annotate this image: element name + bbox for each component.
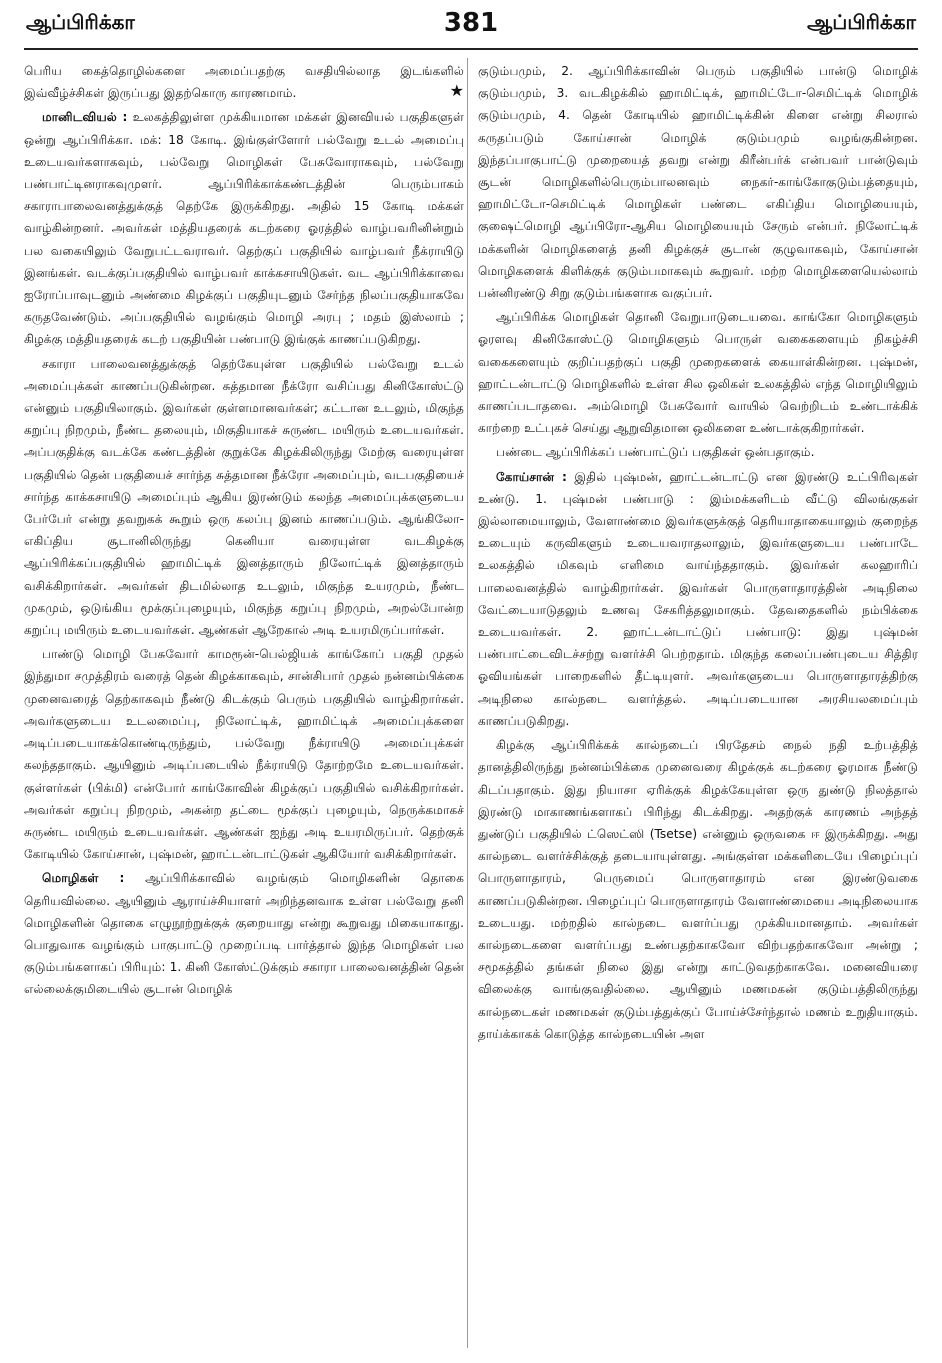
page-header — [0, 0, 942, 52]
paragraph — [24, 867, 464, 1000]
paragraph — [478, 466, 918, 732]
paragraph-text: பெரிய கைத்தொழில்களை அமைப்பதற்கு வசதியில்லாத இடங்களில் இவ்வீழ்ச்சிகள் இருப்பது இதற்கொரு காரணமாம். — [24, 64, 464, 101]
right-column — [478, 60, 918, 1350]
paragraph-text: இதில் புஷ்மன், ஹாட்டன்டாட்டு என இரண்டு உட்பிரிவுகள் உண்டு. 1. புஷ்மன் பண்பாடு : இம்மக்களிடம் வீட்டு விலங்குகள் இல்லாமையாலும், வேளாண்மை இவர்களுக்குத் தெரியாதாகையாலும் குறைந்த உடையும் கருவிகளும் உடையவராதலாலும், இவர்களுடைய பண்பாடே உலகத்தில் மிகவும் எளிமை வாய்ந்ததாகும். இவர்கள் கலஹாரிப் பாலைவனத்தில் வாழ்கிறார்கள். இவர்கள் பொருளாதாரத்தின் அடிநிலை வேட்டையாடுதலும் உணவு சேகரித்தலுமாகும். தேவதைகளில் நம்பிக்கை உடையவர்கள். 2. ஹாட்டன்டாட்டுப் பண்பாடு: இது புஷ்மன் பண்பாட்டைவிடச்சற்று வளர்ச்சி பெற்றதாம். மிகுந்த கலைப்பண்புடைய சித்திர ஓவியங்கள் பாறைகளில் தீட்டியுளர். அவர்களுடைய பொருளாதாரத்திற்கு அடிநிலை கால்நடை வளர்த்தல். அடிப்படையான அரசியலமைப்பும் காணப்படுகிறது. — [478, 469, 918, 728]
section-heading: கோய்சான் : — [496, 469, 567, 484]
paragraph: ஆப்பிரிக்க மொழிகள் தொனி வேறுபாடுடையவை. காங்கோ மொழிகளும் ஓரளவு கினிகோஸ்ட்டு மொழிகளும் பொருள் வகைகளையும் நிகழ்ச்சி வகைகளையும் குறிப்பதற்குப் பகுதி முறைகளைக் கையாள்கின்றன. புஷ்மன், ஹாட்டன்டாட்டு மொழிகளில் உள்ள சில ஒலிகள் உலகத்தில் எந்த மொழியிலும் காணப்படாதவை. அம்மொழி பேசுவோர் வாயில் வெற்றிடம் உண்டாக்கிக் காற்றை உட்புகச் செய்து ஆறுவிதமான ஒலிகளை உண்டாக்குகிறார்கள். — [478, 310, 918, 436]
paragraph-text: உலகத்திலுள்ள முக்கியமான மக்கள் இனவியல் பகுதிகளுள் ஒன்று ஆப்பிரிக்கா. மக்: 18 கோடி. இங்குள்ளோர் பல்வேறு உடல் அமைப்பு உடையவர்களாகவும், பல்வேறு மொழிகள் பேசுவோராகவும், பல்வேறு பண்பாட்டினராகவுமுளர். ஆப்பிரிக்காக்கண்டத்தின் பெரும்பாகம் சகாராபாலைவனத்துக்குத் தெற்கே இருக்கிறது. அதில் 15 கோடி மக்கள் வாழ்கின்றனர். அவர்கள் மத்தியதரைக் கடற்கரை ஓரத்தில் வாழ்பவரினின்றும் பல வகையிலும் வேறுபட்டவராவர். தெற்குப் பகுதியில் வாழ்பவர் நீக்ராயிடு இனங்கள். வடக்குப்பகுதியில் வாழ்பவர் காக்கசாயிடுகள். வட ஆப்பிரிக்காவை ஐரோப்பாவுடனும் அண்மை கிழக்குப் பகுதியுடனும் சேர்ந்த நிலப்பகுதியாகவே கருதவேண்டும். அப்பகுதியில் வழங்கும் மொழி அரபு ; மதம் இஸ்லாம் ; கிழக்கு மத்தியதரைக் கடற் பகுதியின் பண்பாடு இங்குக் காணப்படுகிறது. — [24, 110, 464, 347]
paragraph: குடும்பமும், 2. ஆப்பிரிக்காவின் பெரும் பகுதியில் பான்டு மொழிக் குடும்பமும், 3. வடகிழக்கில் ஹாமிட்டிக், ஹாமிட்டோ-செமிட்டிக் மொழிக் குடும்பமும், 4. தென் கோடியில் ஹாமிட்டிக்கின் கிளை என்று சிலரால் கருதப்படும் கோய்சான் மொழிக் குடும்பமும் வழங்குகின்றன. இந்தப்பாகுபாட்டு முறையைத் தவறு என்று கிரீன்பர்க் என்பவர் பான்டுவும் சூடன் மொழிகளில்பெரும்பாலனவும் நைகர்-காங்கோகுடும்பத்தையும், ஹாமிட்டோ-செமிட்டிக் மொழிகள் பண்டை எகிப்திய மொழியையும், குஷைட்மொழி ஆப்பிரோ-ஆசிய மொழியையும் சேரும் என்பர். நிலோட்டிக் மக்களின் மொழிகளைத் தனி கிழக்குச் சூடான் குழுவாகவும், கோய்சான் மொழிகளைக் கிளிக்குக் குடும்பமாகவும் கூறுவர். மற்ற மொழிகளையெல்லாம் பன்னிரண்டு சிறு குடும்பங்களாக வகுப்பர். — [478, 64, 918, 301]
left-column — [24, 60, 464, 1350]
paragraph — [24, 106, 464, 350]
page-number: 381 — [443, 8, 499, 38]
paragraph-text: ஆப்பிரிக்காவில் வழங்கும் மொழிகளின் தொகை தெரியவில்லை. ஆயினும் ஆராய்ச்சியாளர் அறிந்தனவாக உள்ள பல்வேறு தனி மொழிகளின் தொகை எழுநூற்றுக்குக் குறையாது என்று கூறுவது மிகையாகாது. பொதுவாக வழங்கும் பாகுபாட்டு முறைப்படி பார்த்தால் இந்த மொழிகள் பல குடும்பங்களாகப் பிரியும்: 1. கினி கோஸ்ட்டுக்கும் சகாரா பாலைவனத்தின் தென் எல்லைக்குமிடையில் சூடான் மொழிக் — [24, 871, 464, 997]
section-heading: மொழிகள் : — [42, 871, 125, 886]
running-head-right: ஆப்பிரிக்கா — [807, 10, 916, 34]
paragraph: சகாரா பாலைவனத்துக்குத் தெற்கேயுள்ள பகுதியில் பல்வேறு உடல் அமைப்புக்கள் காணப்படுகின்றன. சுத்தமான நீக்ரோ வசிப்பது கினிகோஸ்ட்டு என்னும் பகுதியிலாகும். இவர்கள் குள்ளமானவர்கள்; கட்டான உடலும், மிகுந்த கறுப்பு நிறமும், நீண்ட தலையும், மிகுதியாகச் சுருண்ட மயிரும் உடையவர்கள். அப்பகுதிக்கு வடக்கே கண்டத்தின் குறுக்கே கிழக்கிலிருந்து மேற்கு வரையுள்ள பகுதியில் தென் பகுதியைச் சார்ந்த சுத்தமான நீக்ரோ அமைப்பும், வடபகுதியைச் சார்ந்த காக்கசாயிடு அமைப்பும் ஆகிய இரண்டும் கலந்த அமைப்புக்களுடைய பேர்பேர் என்று தவறுகக் கூறும் ஒரு கலப்பு இனம் காணப்படும். ஆங்கிலோ-எகிப்திய சூடானிலிருந்து கெனியா வரையுள்ள வடகிழக்கு ஆப்பிரிக்கப்பகுதியில் ஹாமிட்டிக் இனத்தாரும் நிலோட்டிக் இனத்தாரும் வசிக்கிறார்கள். அவர்கள் திடமில்லாத உடலும், மிகுந்த உயரமும், நீண்ட முகமும், ஒடுங்கிய மூக்குப்புழையும், மிகுந்த கறுப்பு நிறமும், அறல்போன்ற கறுப்பு மயிரும் உடையவர்கள். ஆண்கள் ஆறேகால் அடி உயரமிருப்பார்கள். — [24, 356, 464, 638]
column-divider — [467, 58, 468, 1348]
paragraph — [24, 60, 464, 104]
running-head-left: ஆப்பிரிக்கா — [26, 10, 135, 34]
header-rule — [24, 48, 918, 50]
star-mark: ★ — [449, 81, 464, 101]
section-heading: மானிடவியல் : — [42, 110, 128, 125]
paragraph: பாண்டு மொழி பேசுவோர் காமரூன்-பெல்ஜியக் காங்கோப் பகுதி முதல் இந்துமா சமுத்திரம் வரைத் தென் கிழக்காகவும், சான்சிபார் முதல் நன்னம்பிக்கை முனைவரைத் தெற்காகவும் நீண்டு கிடக்கும் பெரும் பகுதியில் வாழ்கிறார்கள். அவர்களுடைய உடலமைப்பு, நிலோட்டிக், ஹாமிட்டிக் அமைப்புக்களை அடிப்படையாகக்கொண்டிருந்தும், பல்வேறு நீக்ராயிடு அமைப்புக்கள் கலந்ததாகும். ஆயினும் அடிப்படையில் நீக்ராயிடு தோற்றமே உடையவர்கள். குள்ளர்கள் (பிக்மி) என்போர் காங்கோவின் கிழக்குப் பகுதியில் வசிக்கிறார்கள். அவர்கள் கறுப்பு நிறமும், அகன்ற தட்டை மூக்குப் புழையும், நெருக்கமாகச் சுருண்ட மயிரும் உடையவர்கள். ஆண்கள் ஐந்து அடி உயரமிருப்பர். தெற்குக் கோடியில் கோய்சான், புஷ்மன், ஹாட்டன்டாட்டுகள் ஆகியோர் வசிக்கிறார்கள். — [24, 647, 464, 862]
paragraph: பண்டை ஆப்பிரிக்கப் பண்பாட்டுப் பகுதிகள் ஒன்பதாகும். — [496, 445, 815, 460]
paragraph: கிழக்கு ஆப்பிரிக்கக் கால்நடைப் பிரதேசம் நைல் நதி உற்பத்தித் தானத்திலிருந்து நன்னம்பிக்கை முனைவரை கிழக்குக் கடற்கரை ஓரமாக நீண்டு கிடப்பதாகும். இது நியாசா ஏரிக்குக் கிழக்கேயுள்ள ஒரு துண்டு நிலத்தால் இரண்டு மாகாணங்களாகப் பிரிந்து கிடக்கிறது. அதற்குக் காரணம் அந்தத் துண்டுப் பகுதியில் ட்ஸெட்ஸி (Tsetse) என்னும் ஒருவகை ஈ இருக்கிறது. அது கால்நடை வளர்ச்சிக்குத் தடையாயுள்ளது. அங்குள்ள மக்களிடையே பிழைப்புப் பொருளாதாரம், பெருமைப் பொருளாதாரம் என இரண்டுவகை காணப்படுகின்றன. பிழைப்புப் பொருளாதாரம் வேளாண்மையை அடிநிலையாக உடையது. மற்றதில் கால்நடை வளர்ப்பது முக்கியமானதாம். அவர்கள் கால்நடைகளை வளர்ப்பது உண்பதற்காகவோ விற்பதற்காகவோ அன்று ; சமூகத்தில் தங்கள் நிலை இது என்று காட்டுவதற்காகவே. மனைவியரை விலைக்கு வாங்குவதில்லை. ஆயினும் மணமகன் குடும்பத்திலிருந்து கால்நடைகள் மணமகள் குடும்பத்துக்குப் போய்ச்சேர்ந்தால் மணம் உறுதியாகும். தாய்க்காகக் கொடுத்த கால்நடையின் அள — [478, 738, 918, 1041]
